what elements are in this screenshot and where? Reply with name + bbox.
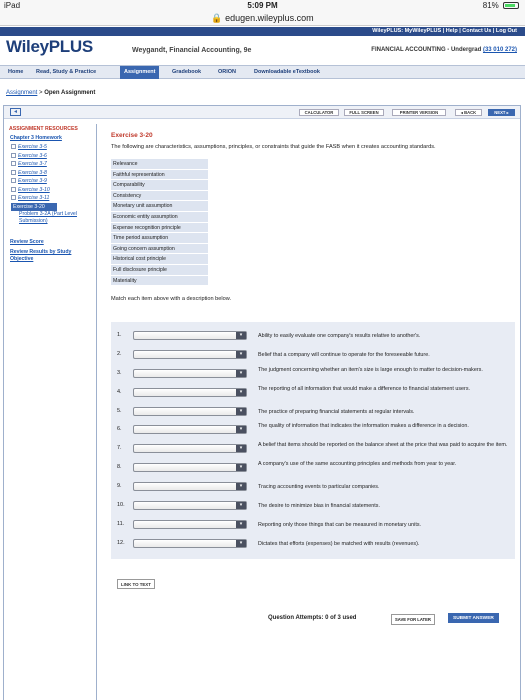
wileyplus-logo: WileyPLUS (6, 37, 93, 56)
full-screen-button[interactable]: FULL SCREEN (344, 109, 384, 116)
terms-list (111, 159, 208, 286)
answer-select[interactable] (133, 501, 247, 510)
device-label: iPad (4, 1, 21, 10)
course-title: Weygandt, Financial Accounting, 9e (132, 47, 252, 54)
matching-row (111, 497, 515, 516)
row-description: The desire to minimize bias in financial statements. (258, 503, 380, 510)
sidebar-exercise-link[interactable] (11, 143, 96, 152)
row-description: The reporting of all information that would make a difference to financial statement users. (258, 385, 471, 392)
resources-sidebar (7, 124, 97, 700)
tab-home[interactable]: Home (8, 69, 24, 75)
row-description: The quality of information that indicates the information makes a difference in a decision. (258, 423, 469, 430)
row-number: 12. (117, 539, 125, 546)
row-number: 8. (117, 464, 122, 471)
lock-icon: 🔒 (211, 13, 223, 23)
row-number: 6. (117, 426, 122, 433)
matching-row (111, 365, 515, 384)
exercise-icon (11, 178, 16, 183)
matching-row (111, 440, 515, 459)
problem-link[interactable]: Problem 3-2A (Part Level Submission) (19, 211, 77, 224)
matching-row (111, 384, 515, 403)
term-item: Economic entity assumption (111, 212, 208, 223)
sidebar-exercise-link[interactable] (11, 177, 96, 186)
matching-row (111, 346, 515, 365)
answer-select[interactable] (133, 407, 247, 416)
row-number: 7. (117, 445, 122, 452)
question-attempts: Question Attempts: 0 of 3 used (268, 615, 357, 621)
sidebar-exercise-link[interactable] (11, 203, 57, 212)
status-bar (0, 0, 525, 12)
exercise-label: Exercise 3-6 (18, 152, 47, 159)
row-description: A company's use of the same accounting principles and methods from year to year. (258, 461, 457, 468)
row-number: 11. (117, 520, 125, 527)
back-button[interactable]: ◂ BACK (455, 109, 482, 116)
match-instruction: Match each item above with a description below. (111, 296, 232, 303)
breadcrumb-separator: > (37, 90, 45, 96)
save-for-later-button[interactable]: SAVE FOR LATER (391, 614, 435, 625)
chevron-down-icon: ▾ (236, 483, 246, 490)
row-number: 5. (117, 407, 122, 414)
term-item: Going concern assumption (111, 244, 208, 255)
question-intro: The following are characteristics, assumptions, principles, or constraints that guide the FASB when it creates accounting standards. (111, 144, 436, 150)
matching-row (111, 478, 515, 497)
breadcrumb-assignment-link[interactable]: Assignment (6, 90, 38, 96)
tab-gradebook[interactable]: Gradebook (172, 69, 202, 75)
exercise-label: Exercise 3-7 (18, 161, 47, 167)
next-button[interactable]: NEXT ▸ (488, 109, 515, 116)
chevron-down-icon: ▾ (236, 502, 246, 509)
row-description: A belief that items should be reported on the balance sheet at the price that was paid to acquire the item. (258, 442, 508, 449)
exercise-icon (11, 170, 16, 175)
sidebar-exercise-link[interactable] (11, 160, 96, 169)
matching-row (111, 421, 515, 440)
exercise-title: Exercise 3-20 (111, 132, 153, 139)
answer-select[interactable] (133, 539, 247, 548)
chevron-down-icon: ▾ (236, 370, 246, 377)
tab-etextbook[interactable]: Downloadable eTextbook (254, 69, 320, 75)
calculator-button[interactable]: CALCULATOR (299, 109, 339, 116)
row-description: Dictates that efforts (expenses) be matched with results (revenues). (258, 540, 420, 547)
chevron-down-icon: ▾ (236, 521, 246, 528)
term-item: Monetary unit assumption (111, 201, 208, 212)
matching-row (111, 327, 515, 346)
course-code-link[interactable]: (33 010 272) (482, 47, 517, 53)
sidebar-exercise-link[interactable] (11, 194, 96, 203)
breadcrumb (6, 90, 95, 96)
matching-row (111, 535, 515, 554)
battery-percent: 81% (482, 1, 499, 10)
row-number: 2. (117, 350, 122, 357)
answer-select[interactable] (133, 444, 247, 453)
exercise-label: Exercise 3-5 (18, 144, 47, 150)
clock: 5:09 PM (247, 1, 278, 10)
course-name: FINANCIAL ACCOUNTING - Undergrad (371, 47, 482, 53)
term-item: Expense recognition principle (111, 223, 208, 234)
top-links[interactable]: WileyPLUS: MyWileyPLUS | Help | Contact Us | Log Out (372, 28, 517, 34)
chevron-down-icon: ▾ (236, 426, 246, 433)
sidebar-exercise-link[interactable] (11, 169, 96, 178)
answer-select[interactable] (133, 482, 247, 491)
chevron-down-icon: ▾ (236, 540, 246, 547)
breadcrumb-current: Open Assignment (44, 90, 96, 96)
row-number: 1. (117, 332, 122, 338)
row-description: The judgment concerning whether an item's size is large enough to matter to decision-makers. (258, 366, 483, 373)
row-description: Ability to easily evaluate one company's results relative to another's. (258, 333, 421, 339)
answer-select[interactable] (133, 369, 247, 378)
exercise-icon (11, 161, 16, 166)
exercise-icon (11, 144, 16, 149)
term-item: Faithful representation (111, 170, 208, 181)
collapse-sidebar-icon[interactable]: ◂ (10, 108, 21, 116)
course-info (371, 47, 517, 53)
exercise-icon (11, 195, 16, 200)
term-item: Historical cost principle (111, 254, 208, 265)
answer-select[interactable] (133, 425, 247, 434)
chevron-down-icon: ▾ (236, 464, 246, 471)
row-number: 3. (117, 369, 122, 376)
submit-answer-button[interactable]: SUBMIT ANSWER (448, 613, 499, 623)
exercise-label: Exercise 3-11 (18, 195, 50, 201)
row-number: 4. (117, 388, 122, 395)
tab-orion[interactable]: ORION (218, 69, 237, 75)
battery-icon (503, 2, 519, 9)
chevron-down-icon: ▾ (236, 351, 246, 358)
exercise-list (7, 143, 96, 211)
exercise-icon (11, 153, 16, 158)
exercise-icon (11, 187, 16, 192)
term-item: Comparability (111, 180, 208, 191)
answer-select[interactable] (133, 331, 247, 340)
url-text: edugen.wileyplus.com (225, 13, 314, 23)
chevron-down-icon: ▾ (236, 445, 246, 452)
sidebar-exercise-link[interactable] (11, 186, 96, 195)
main-nav (0, 65, 525, 79)
question-area (111, 132, 515, 622)
row-description: Reporting only those things that can be measured in monetary units. (258, 521, 422, 528)
term-item: Consistency (111, 191, 208, 202)
row-description: Tracing accounting events to particular companies. (258, 484, 380, 491)
term-item: Relevance (111, 159, 208, 170)
matching-row (111, 516, 515, 535)
row-description: Belief that a company will continue to operate for the foreseeable future. (258, 351, 430, 358)
term-item: Time period assumption (111, 233, 208, 244)
chapter-link[interactable]: Chapter 3 Homework (10, 135, 62, 141)
term-item: Full disclosure principle (111, 265, 208, 276)
tab-read-study-practice[interactable]: Read, Study & Practice (36, 69, 97, 75)
top-links-bar (0, 27, 525, 36)
answer-select[interactable] (133, 520, 247, 529)
chevron-down-icon: ▾ (236, 408, 246, 415)
matching-row (111, 403, 515, 422)
tab-assignment[interactable]: Assignment (120, 66, 159, 79)
assignment-frame (3, 105, 521, 700)
row-description: The practice of preparing financial statements at regular intervals. (258, 408, 415, 415)
matching-row (111, 459, 515, 478)
printer-version-button[interactable]: PRINTER VERSION (392, 109, 446, 116)
answer-select[interactable] (133, 463, 247, 472)
exercise-label: Exercise 3-20 (13, 203, 45, 210)
term-item: Materiality (111, 276, 208, 287)
link-to-text-button[interactable]: LINK TO TEXT (117, 579, 155, 589)
chevron-down-icon: ▾ (236, 389, 246, 396)
exercise-label: Exercise 3-9 (18, 178, 47, 184)
review-score-link[interactable]: Review Score (10, 239, 44, 245)
chevron-down-icon: ▾ (236, 332, 246, 339)
matching-table (111, 322, 515, 559)
exercise-label: Exercise 3-8 (18, 169, 47, 176)
address-bar[interactable] (0, 12, 525, 26)
row-number: 9. (117, 483, 122, 490)
row-number: 10. (117, 502, 125, 509)
assignment-toolbar (4, 106, 520, 119)
sidebar-exercise-link[interactable] (11, 152, 96, 161)
exercise-label: Exercise 3-10 (18, 186, 50, 193)
answer-select[interactable] (133, 388, 247, 397)
resources-heading: ASSIGNMENT RESOURCES (9, 126, 78, 132)
battery-status (483, 1, 519, 10)
review-results-link[interactable]: Review Results by Study Objective (10, 249, 72, 262)
answer-select[interactable] (133, 350, 247, 359)
